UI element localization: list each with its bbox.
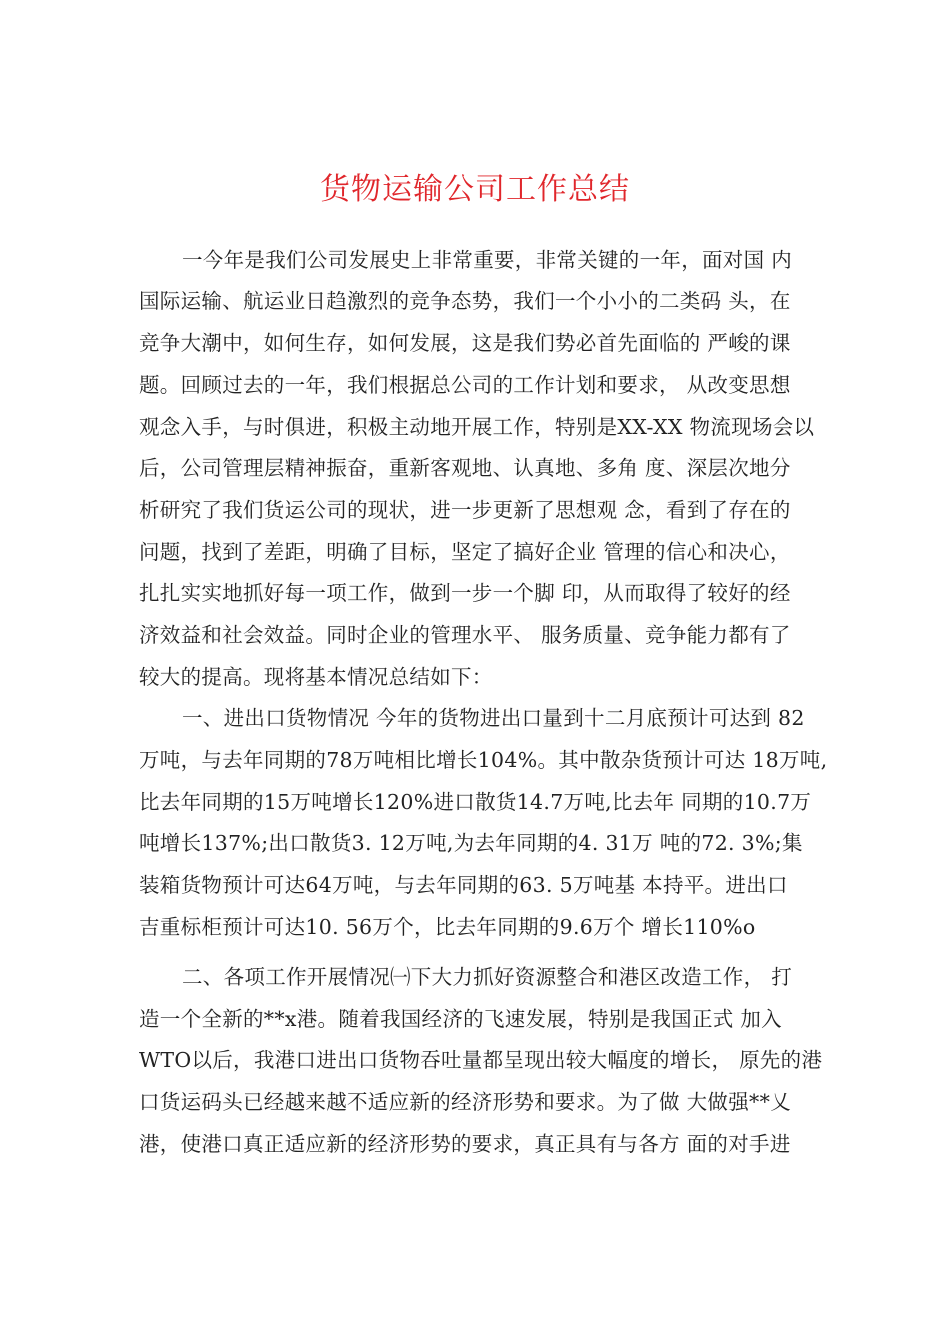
paragraph-line: 口货运码头已经越来越不适应新的经济形势和要求。为了做 大做强**乂	[139, 1090, 791, 1114]
paragraph-line: 析研究了我们货运公司的现状，进一步更新了思想观 念，看到了存在的	[139, 498, 791, 522]
paragraph-line: 后，公司管理层精神振奋，重新客观地、认真地、多角 度、深层次地分	[139, 456, 791, 480]
paragraph-line: WTO以后，我港口进出口货物吞吐量都呈现出较大幅度的增长， 原先的港	[139, 1048, 823, 1072]
paragraph-line: 比去年同期的15万吨增长120%进口散货14.7万吨,比去年 同期的10.7万	[139, 790, 812, 814]
paragraph-line: 扎扎实实地抓好每一项工作，做到一步一个脚 印，从而取得了较好的经	[139, 581, 791, 605]
paragraph-line: 装箱货物预计可达64万吨，与去年同期的63. 5万吨基 本持平。进出口	[139, 873, 788, 897]
section-heading-line: 二、各项工作开展情况㈠下大力抓好资源整合和港区改造工作， 打	[182, 965, 793, 989]
paragraph-line: 一今年是我们公司发展史上非常重要，非常关键的一年，面对国 内	[182, 248, 793, 272]
document-title: 货物运输公司工作总结	[320, 172, 630, 207]
paragraph-line: 港，使港口真正适应新的经济形势的要求，真正具有与各方 面的对手进	[139, 1132, 791, 1156]
paragraph-line: 竞争大潮中，如何生存，如何发展，这是我们势必首先面临的 严峻的课	[139, 331, 791, 355]
section-heading-line: 一、进出口货物情况 今年的货物进出口量到十二月底预计可达到 82	[182, 706, 805, 730]
paragraph-line: 造一个全新的**x港。随着我国经济的飞速发展，特别是我国正式 加入	[139, 1007, 782, 1031]
paragraph-line: 观念入手，与时俱进，积极主动地开展工作，特别是XX-XX 物流现场会以	[139, 415, 815, 439]
paragraph-line: 题。回顾过去的一年，我们根据总公司的工作计划和要求， 从改变思想	[139, 373, 791, 397]
paragraph-line: 济效益和社会效益。同时企业的管理水平、 服务质量、竞争能力都有了	[139, 623, 791, 647]
paragraph-line: 问题，找到了差距，明确了目标，坚定了搞好企业 管理的信心和决心，	[139, 540, 791, 564]
paragraph-line: 万吨，与去年同期的78万吨相比增长104%。其中散杂货预计可达 18万吨,	[139, 748, 828, 772]
paragraph-line: 吉重标柜预计可达10. 56万个，比去年同期的9.6万个 增长110%o	[139, 915, 756, 939]
paragraph-line: 国际运输、航运业日趋激烈的竞争态势，我们一个小小的二类码 头，在	[139, 289, 791, 313]
paragraph-line: 吨增长137%;出口散货3. 12万吨,为去年同期的4. 31万 吨的72. 3%;集	[139, 831, 803, 855]
paragraph-line: 较大的提高。现将基本情况总结如下：	[139, 665, 493, 689]
